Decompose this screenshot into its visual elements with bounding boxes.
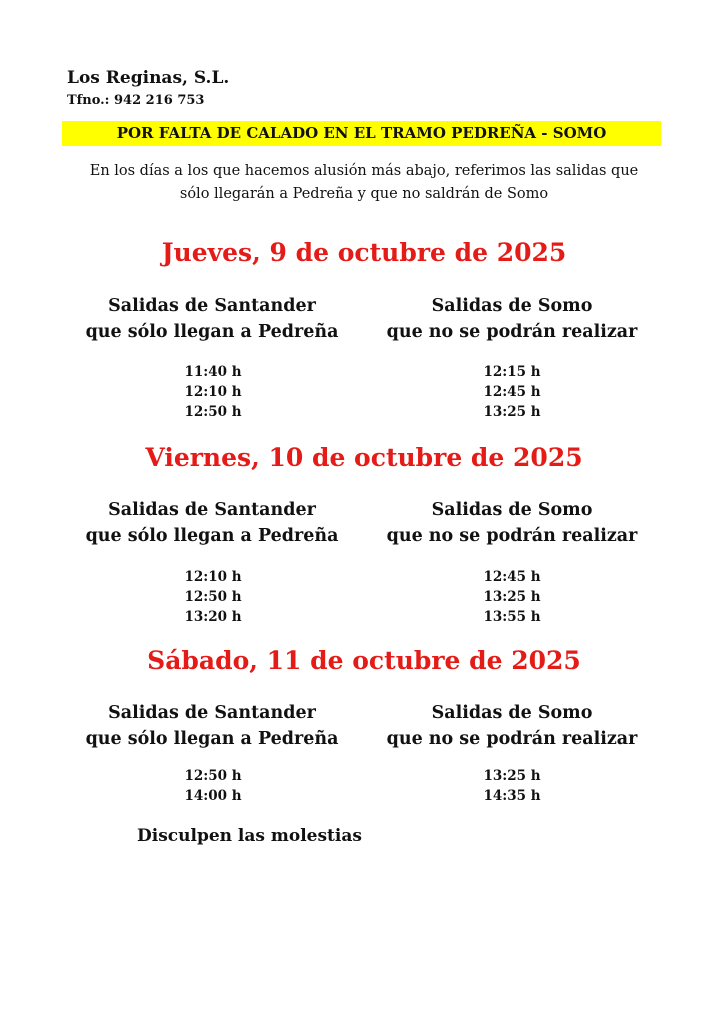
somo-times: [452, 766, 572, 806]
time-entry: 12:45 h: [483, 384, 541, 400]
day-title-saturday: Sábado, 11 de octubre de 2025: [147, 646, 581, 675]
time-entry: 11:40 h: [184, 364, 242, 380]
time-entry: 12:10 h: [184, 384, 242, 400]
somo-heading-line-1: Salidas de Somo: [431, 500, 593, 520]
somo-heading-line-2: que no se podrán realizar: [386, 322, 638, 342]
company-name: Los Reginas, S.L.: [67, 68, 230, 88]
santander-heading-line-2: que sólo llegan a Pedreña: [85, 729, 339, 749]
time-entry: 12:45 h: [483, 569, 541, 585]
santander-heading: [62, 497, 362, 549]
time-entry: 13:25 h: [483, 404, 541, 420]
time-entry: 14:35 h: [483, 788, 541, 804]
time-entry: 12:10 h: [184, 569, 242, 585]
somo-heading-line-2: que no se podrán realizar: [386, 729, 638, 749]
santander-heading: [62, 700, 362, 752]
santander-heading-line-2: que sólo llegan a Pedreña: [85, 322, 339, 342]
warning-banner: POR FALTA DE CALADO EN EL TRAMO PEDREÑA - SOMO: [62, 121, 661, 146]
santander-heading-line-1: Salidas de Santander: [108, 703, 316, 723]
somo-heading-line-2: que no se podrán realizar: [386, 526, 638, 546]
time-entry: 13:25 h: [483, 768, 541, 784]
somo-heading-line-1: Salidas de Somo: [431, 296, 593, 316]
somo-times: [452, 362, 572, 422]
time-entry: 13:20 h: [184, 609, 242, 625]
somo-heading: [362, 293, 662, 345]
santander-heading-line-2: que sólo llegan a Pedreña: [85, 526, 339, 546]
time-entry: 12:50 h: [184, 404, 242, 420]
time-entry: 14:00 h: [184, 788, 242, 804]
time-entry: 13:55 h: [483, 609, 541, 625]
santander-heading-line-1: Salidas de Santander: [108, 500, 316, 520]
time-entry: 12:15 h: [483, 364, 541, 380]
intro-line-1: En los días a los que hacemos alusión más abajo, referimos las salidas que: [89, 163, 639, 179]
santander-times: [153, 766, 273, 806]
time-entry: 12:50 h: [184, 589, 242, 605]
somo-heading: [362, 497, 662, 549]
somo-times: [452, 567, 572, 627]
santander-heading: [62, 293, 362, 345]
somo-heading-line-1: Salidas de Somo: [431, 703, 593, 723]
intro-line-2: sólo llegarán a Pedreña y que no saldrán de Somo: [179, 186, 549, 202]
santander-heading-line-1: Salidas de Santander: [108, 296, 316, 316]
somo-heading: [362, 700, 662, 752]
closing-message: Disculpen las molestias: [137, 826, 362, 846]
day-title-friday: Viernes, 10 de octubre de 2025: [145, 443, 583, 472]
santander-times: [153, 567, 273, 627]
phone-number: Tfno.: 942 216 753: [67, 93, 205, 108]
time-entry: 12:50 h: [184, 768, 242, 784]
time-entry: 13:25 h: [483, 589, 541, 605]
day-title-thursday: Jueves, 9 de octubre de 2025: [161, 238, 567, 267]
santander-times: [153, 362, 273, 422]
intro-text: [50, 160, 678, 206]
